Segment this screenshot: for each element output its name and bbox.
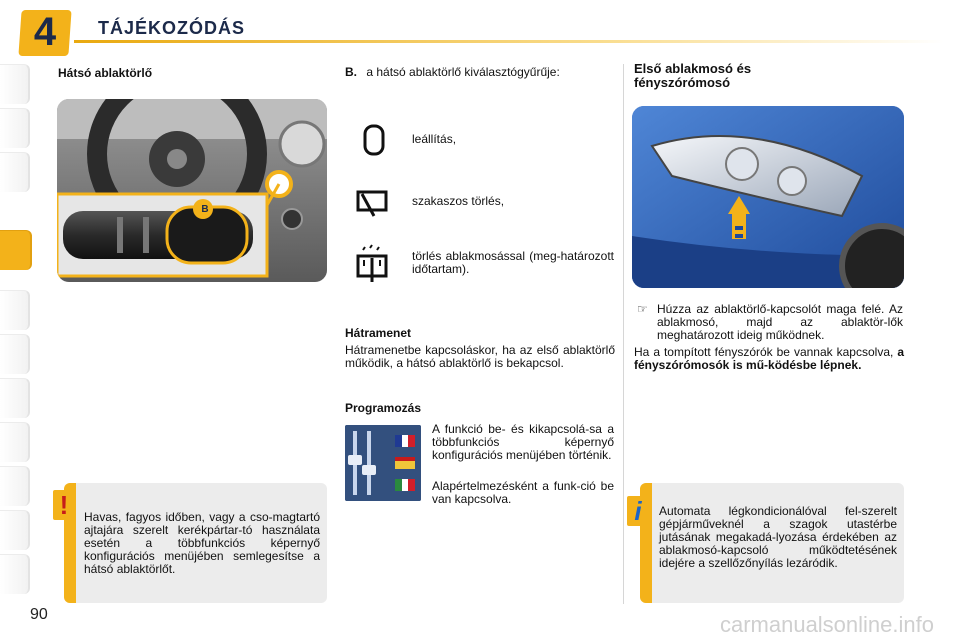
thumb-tab-2[interactable] <box>0 108 30 148</box>
selector-label: B. <box>345 65 357 79</box>
headlamp-washer-photo <box>632 106 904 288</box>
thumb-tab-1[interactable] <box>0 64 30 104</box>
headlamp-washer-note <box>634 346 904 372</box>
intermittent-wipe-icon <box>354 182 390 222</box>
note-text-plain: Ha a tompított fényszórók be vannak kapcsolva, <box>634 345 894 359</box>
thumb-tab-11[interactable] <box>0 554 30 594</box>
programming-heading: Programozás <box>345 401 422 415</box>
chapter-number: 4 <box>33 10 57 54</box>
position-intermittent-text: szakaszos törlés, <box>412 194 505 208</box>
watermark-text: carmanualsonline.info <box>719 612 934 637</box>
stop-icon <box>356 120 392 160</box>
thumb-tab-6[interactable] <box>0 334 30 374</box>
thumb-tab-3[interactable] <box>0 152 30 192</box>
thumb-tab-9[interactable] <box>0 466 30 506</box>
warning-icon: ! <box>53 490 75 520</box>
front-washer-heading <box>634 62 751 90</box>
warning-text: Havas, fagyos időben, vagy a cso-magtartó ajtajára szerelt kerékpártar-tó használata esetén a többfunkciós képernyő konfigurációs menüjében semlegesítse a hátsó ablaktörlőt. <box>84 510 320 576</box>
front-washer-heading-line1: Első ablakmosó és <box>634 61 752 76</box>
thumb-tab-10[interactable] <box>0 510 30 550</box>
wash-wipe-icon <box>354 244 390 284</box>
rear-wiper-heading: Hátsó ablaktörlő <box>58 66 153 80</box>
thumb-tab-active[interactable] <box>0 230 32 270</box>
rear-wiper-stalk-photo <box>57 99 327 282</box>
multifunction-display-photo <box>345 425 421 501</box>
selector-desc-text: a hátsó ablaktörlő kiválasztógyűrűje: <box>366 65 560 79</box>
reverse-heading: Hátramenet <box>345 326 412 340</box>
position-wash-text: törlés ablakmosással (meg-határozott időtartam). <box>412 249 614 276</box>
bullet-icon: ☞ <box>637 302 648 316</box>
page-number: 90 <box>30 606 48 623</box>
reverse-text: Hátramenetbe kapcsoláskor, ha az első ablaktörlő működik, a hátsó ablaktörlő is bekapcsol. <box>345 343 615 370</box>
note-text-bold: a fényszórómosók is mű-ködésbe lépnek. <box>634 345 904 372</box>
wiper-callout-label: B <box>201 204 209 215</box>
front-washer-instruction: Húzza az ablaktörlő-kapcsolót maga felé. Az ablakmosó, majd az ablaktör-lők meghatározott ideig működnek. <box>657 302 903 342</box>
column-divider <box>623 64 624 604</box>
thumb-tab-5[interactable] <box>0 290 30 330</box>
thumb-tab-7[interactable] <box>0 378 30 418</box>
position-stop-text: leállítás, <box>412 132 457 146</box>
selector-description <box>345 66 615 79</box>
programming-text-2: Alapértelmezésként a funk-ció be van kapcsolva. <box>432 479 614 506</box>
thumb-tab-8[interactable] <box>0 422 30 462</box>
front-washer-heading-line2: fényszórómosó <box>634 75 731 90</box>
header-rule <box>74 40 944 43</box>
info-icon: i <box>627 496 649 526</box>
info-text: Automata légkondicionálóval fel-szerelt gépjárműveknél a szagok utastérbe jutásának megakadá-lyozása érdekében az ablakmosó-kapcsoló működtetésének idejére a szellőzőnyílás lezáródik. <box>659 504 897 570</box>
programming-text-1: A funkció be- és kikapcsolá-sa a többfunkciós képernyő konfigurációs menüjében történik. <box>432 422 614 462</box>
page-title: TÁJÉKOZÓDÁS <box>98 18 246 38</box>
